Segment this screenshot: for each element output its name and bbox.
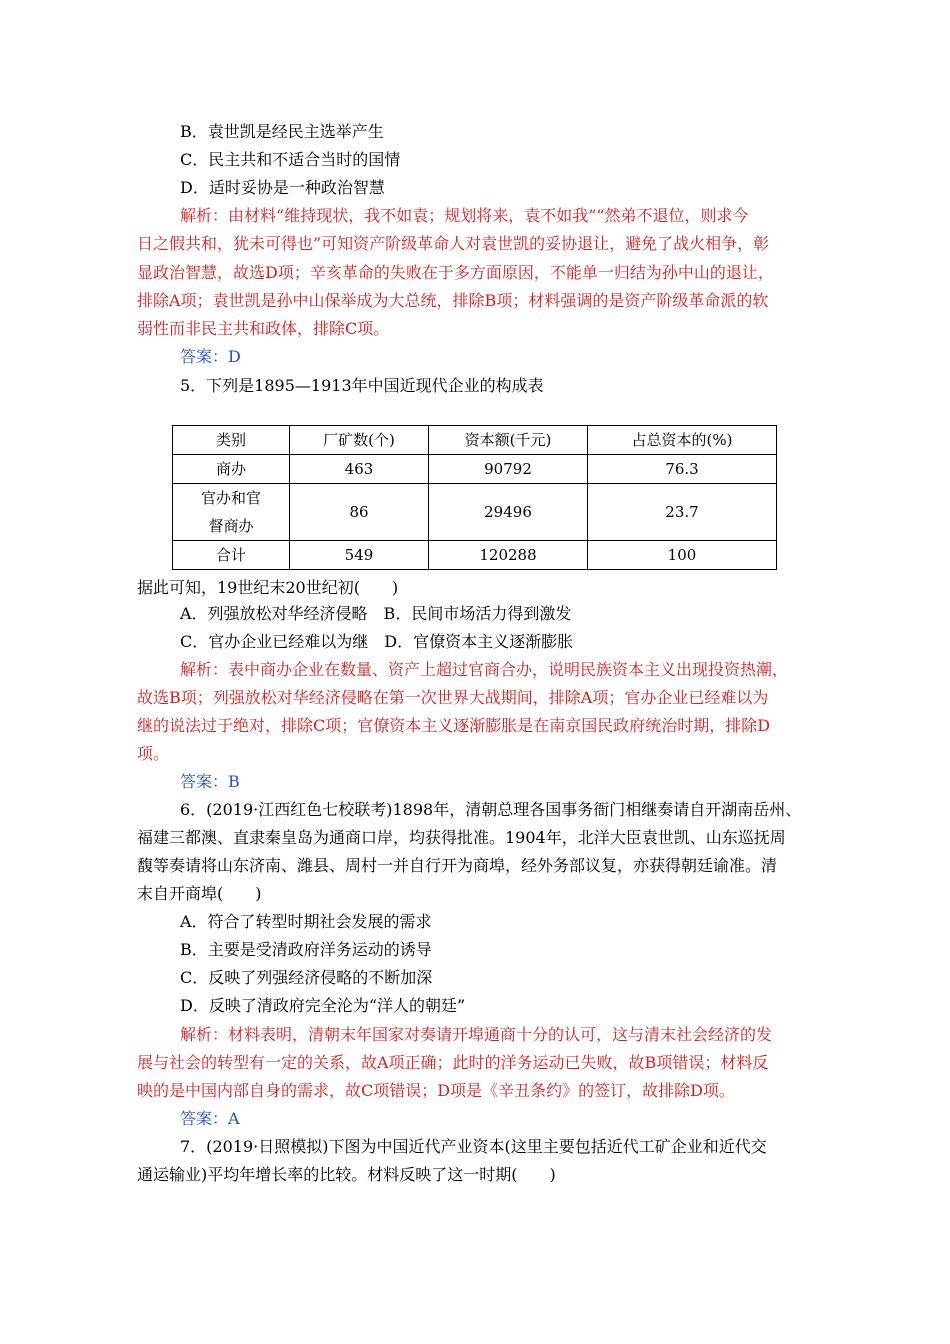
q6-option-c: C．反映了列强经济侵略的不断加深 xyxy=(180,968,433,987)
table-cell-line-1: 官办和官 xyxy=(200,489,261,507)
q4-option-b: B．袁世凯是经民主选举产生 xyxy=(180,122,384,141)
table-cell: 90792 xyxy=(429,455,588,484)
table-row xyxy=(173,455,777,484)
table-cell: 76.3 xyxy=(588,455,777,484)
enterprise-composition-table xyxy=(172,425,777,570)
q4-answer: 答案：D xyxy=(180,347,241,366)
q5-stem: 5．下列是1895—1913年中国近现代企业的构成表 xyxy=(180,376,544,395)
table-cell xyxy=(173,484,290,541)
table-cell: 463 xyxy=(290,455,429,484)
q7-stem-line-1: 7．(2019·日照模拟)下图为中国近代产业资本(这里主要包括近代工矿企业和近代交 xyxy=(180,1137,767,1156)
q4-analysis-label: 解析： xyxy=(180,206,229,225)
q6-option-a: A．符合了转型时期社会发展的需求 xyxy=(180,912,432,931)
q5-options-line-1: A．列强放松对华经济侵略 B．民间市场活力得到激发 xyxy=(180,604,572,623)
table-header-cell: 占总资本的(%) xyxy=(588,426,777,455)
q6-option-d: D．反映了清政府完全沦为“洋人的朝廷” xyxy=(180,996,466,1015)
q4-analysis-line-5: 弱性而非民主共和政体，排除C项。 xyxy=(137,319,390,338)
q6-stem-line-1: 6．(2019·江西红色七校联考)1898年，清朝总理各国事务衙门相继奏请自开湖南岳州、 xyxy=(180,800,802,819)
q5-analysis-line-1: 解析：表中商办企业在数量、资产上超过官商合办，说明民族资本主义出现投资热潮， xyxy=(180,660,789,679)
q4-analysis-line-3: 显政治智慧，故选D项；辛亥革命的失败在于多方面原因，不能单一归结为孙中山的退让， xyxy=(137,263,774,282)
table-cell: 120288 xyxy=(429,541,588,570)
q4-analysis-line-1: 解析：由材料“维持现状，我不如袁；规划将来，袁不如我”“然弟不退位，则求今 xyxy=(180,206,749,225)
table-header-row xyxy=(173,426,777,455)
table-cell: 100 xyxy=(588,541,777,570)
table-row xyxy=(173,541,777,570)
table-cell: 23.7 xyxy=(588,484,777,541)
table-row xyxy=(173,484,777,541)
q5-analysis-label: 解析： xyxy=(180,660,229,679)
table-cell: 合计 xyxy=(173,541,290,570)
q5-analysis-line-3: 继的说法过于绝对，排除C项；官僚资本主义逐渐膨胀是在南京国民政府统治时期，排除D xyxy=(137,716,771,735)
q7-stem-line-2: 通运输业)平均年增长率的比较。材料反映了这一时期( ) xyxy=(137,1165,556,1184)
q6-analysis-label: 解析： xyxy=(180,1025,229,1044)
q6-analysis-line-1: 解析：材料表明，清朝末年国家对奏请开埠通商十分的认可，这与清末社会经济的发 xyxy=(180,1025,773,1044)
table-header-cell: 资本额(千元) xyxy=(429,426,588,455)
q4-option-d: D．适时妥协是一种政治智慧 xyxy=(180,178,385,197)
q5-question: 据此可知，19世纪末20世纪初( ) xyxy=(137,578,399,597)
q5-analysis-line-2: 故选B项；列强放松对华经济侵略在第一次世界大战期间，排除A项；官办企业已经难以为 xyxy=(137,688,769,707)
q4-option-c: C．民主共和不适合当时的国情 xyxy=(180,150,401,169)
q4-analysis-line-4: 排除A项；袁世凯是孙中山保举成为大总统，排除B项；材料强调的是资产阶级革命派的软 xyxy=(137,291,769,310)
q6-answer: 答案：A xyxy=(180,1109,240,1128)
q6-option-b: B．主要是受清政府洋务运动的诱导 xyxy=(180,940,432,959)
q6-stem-line-2: 福建三都澳、直隶秦皇岛为通商口岸，均获得批准。1904年，北洋大臣袁世凯、山东巡抚周 xyxy=(137,828,786,847)
q4-analysis-line-2: 日之假共和，犹未可得也”可知资产阶级革命人对袁世凯的妥协退让，避免了战火相争，彰 xyxy=(137,234,770,253)
table-cell: 86 xyxy=(290,484,429,541)
table-cell: 商办 xyxy=(173,455,290,484)
q6-analysis-line-3: 映的是中国内部自身的需求，故C项错误；D项是《辛丑条约》的签订，故排除D项。 xyxy=(137,1081,735,1100)
q5-answer: 答案：B xyxy=(180,772,240,791)
q6-stem-line-3: 馥等奏请将山东济南、潍县、周村一并自行开为商埠，经外务部议复，亦获得朝廷谕准。清 xyxy=(137,856,778,875)
q5-analysis-line-4: 项。 xyxy=(137,744,170,763)
table-header-cell: 类别 xyxy=(173,426,290,455)
table-header-cell: 厂矿数(个) xyxy=(290,426,429,455)
table-cell: 549 xyxy=(290,541,429,570)
table-cell-line-2: 督商办 xyxy=(208,517,254,535)
q6-analysis-line-2: 展与社会的转型有一定的关系，故A项正确；此时的洋务运动已失败，故B项错误；材料反 xyxy=(137,1053,769,1072)
q5-options-line-2: C．官办企业已经难以为继 D．官僚资本主义逐渐膨胀 xyxy=(180,632,574,651)
q6-stem-line-4: 末自开商埠( ) xyxy=(137,884,262,903)
table-cell: 29496 xyxy=(429,484,588,541)
